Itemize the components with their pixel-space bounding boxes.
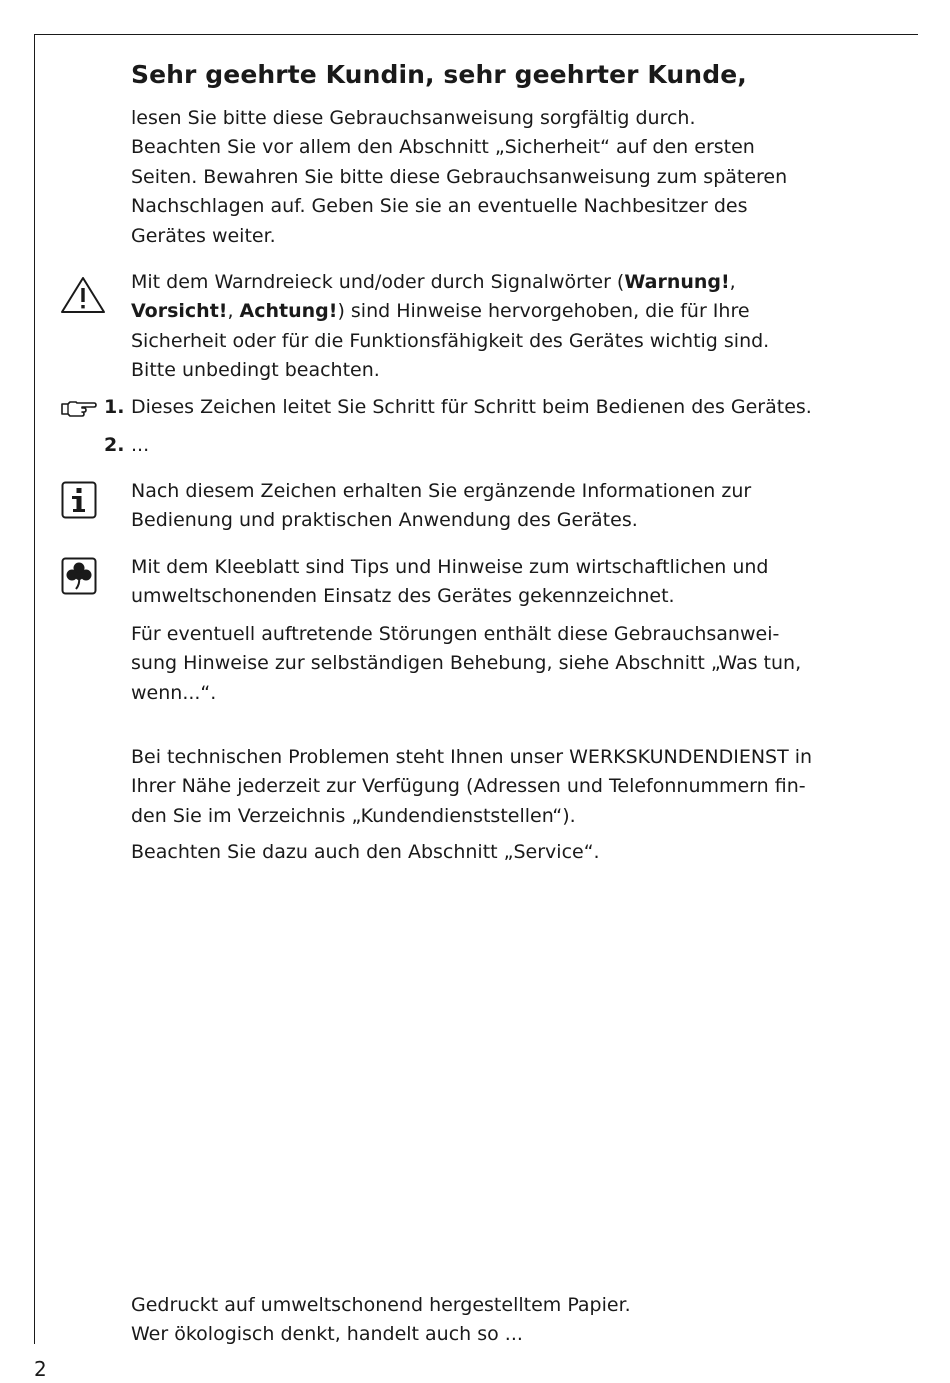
page-number: 2 <box>34 1357 47 1381</box>
service-note-line: Beachten Sie dazu auch den Abschnitt „Service“. <box>131 841 600 863</box>
eco-line: umweltschonenden Einsatz des Gerätes gekennzeichnet. <box>131 585 675 608</box>
signal-word-vorsicht: Vorsicht! <box>131 300 228 323</box>
info-paragraph <box>131 477 901 536</box>
step-number: 1. <box>104 396 125 418</box>
intro-paragraph <box>131 104 901 251</box>
service-note <box>131 838 901 867</box>
step-text: ... <box>131 434 150 456</box>
warning-separator: , <box>227 300 240 323</box>
footer-line: Wer ökologisch denkt, handelt auch so ... <box>131 1323 523 1346</box>
service-line: Bei technischen Problemen steht Ihnen unser WERKSKUNDENDIENST in <box>131 746 813 768</box>
eco-line: Mit dem Kleeblatt sind Tips und Hinweise zum wirtschaftlichen und <box>131 556 769 578</box>
step-item <box>131 393 901 422</box>
step-item <box>131 431 901 460</box>
warning-separator: , <box>729 271 736 293</box>
pointing-hand-icon <box>60 398 98 418</box>
service-paragraph <box>131 743 901 831</box>
troubleshooting-line: wenn...“. <box>131 681 217 704</box>
service-line: Ihrer Nähe jederzeit zur Verfügung (Adressen und Telefonnummern fin- <box>131 775 806 798</box>
intro-line: Beachten Sie vor allem den Abschnitt „Sicherheit“ auf den ersten <box>131 136 755 159</box>
intro-line: lesen Sie bitte diese Gebrauchsanweisung sorgfältig durch. <box>131 107 696 129</box>
troubleshooting-line: Für eventuell auftretende Störungen enthält diese Gebrauchsanwei- <box>131 623 780 645</box>
signal-word-warnung: Warnung! <box>624 271 730 293</box>
frame-left-rule <box>34 34 35 1344</box>
warning-paragraph <box>131 268 901 386</box>
info-line: Nach diesem Zeichen erhalten Sie ergänzende Informationen zur <box>131 480 752 502</box>
step-number: 2. <box>104 434 125 456</box>
page-title: Sehr geehrte Kundin, sehr geehrter Kunde, <box>131 60 747 89</box>
warning-line: Sicherheit oder für die Funktionsfähigkeit des Gerätes wichtig sind. <box>131 329 770 352</box>
cloverleaf-icon <box>61 557 97 595</box>
warning-line <box>131 297 901 326</box>
troubleshooting-paragraph <box>131 620 901 708</box>
info-line: Bedienung und praktischen Anwendung des Gerätes. <box>131 509 638 532</box>
signal-word-achtung: Achtung! <box>239 300 338 323</box>
warning-text: ) sind Hinweise hervorgehoben, die für Ihre <box>337 300 750 323</box>
warning-line <box>131 268 901 297</box>
info-icon <box>61 481 97 519</box>
eco-paragraph <box>131 553 901 612</box>
warning-triangle-icon <box>58 274 108 316</box>
service-line: den Sie im Verzeichnis „Kundendienststellen“). <box>131 804 576 827</box>
intro-line: Nachschlagen auf. Geben Sie sie an eventuelle Nachbesitzer des <box>131 195 748 218</box>
warning-line: Bitte unbedingt beachten. <box>131 359 380 382</box>
footer-note <box>131 1291 901 1350</box>
troubleshooting-line: sung Hinweise zur selbständigen Behebung, siehe Abschnitt „Was tun, <box>131 652 802 675</box>
step-text: Dieses Zeichen leitet Sie Schritt für Schritt beim Bedienen des Gerätes. <box>131 396 812 418</box>
frame-top-rule <box>34 34 918 35</box>
intro-line: Gerätes weiter. <box>131 224 276 247</box>
footer-line: Gedruckt auf umweltschonend hergestelltem Papier. <box>131 1294 631 1316</box>
warning-text: Mit dem Warndreieck und/oder durch Signalwörter ( <box>131 271 625 293</box>
intro-line: Seiten. Bewahren Sie bitte diese Gebrauchsanweisung zum späteren <box>131 165 788 188</box>
